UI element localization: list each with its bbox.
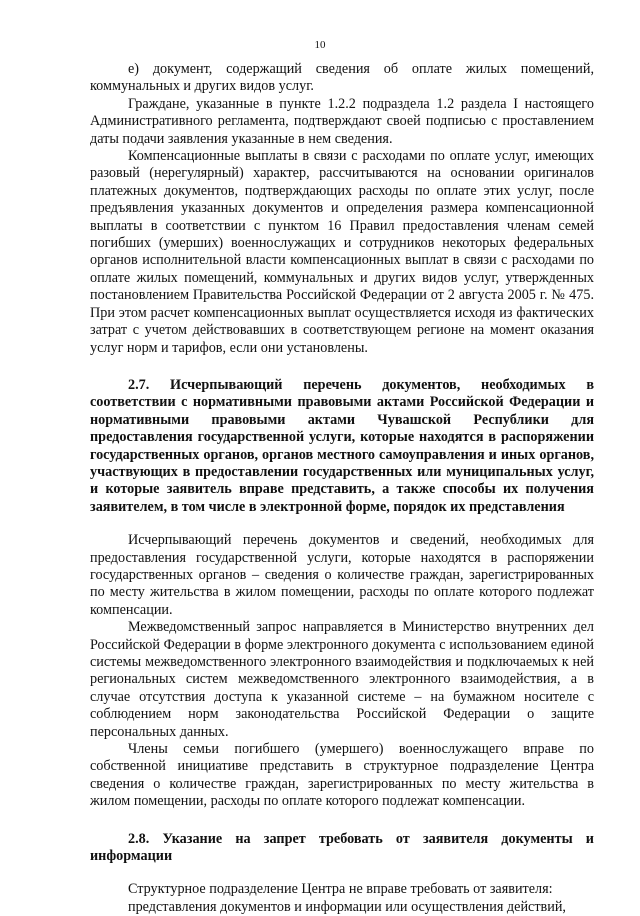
section-heading-2-7: 2.7. Исчерпывающий перечень документов, необходимых в соответствии с нормативными правовыми актами Российской Федерации и нормативными правовыми актами Чувашской Республики для предоставления государственной услуги, которые находятся в распоряжении государственных органов, органов местного самоуправления и иных органов, участвующих в предоставлении государственных или муниципальных услуг, и которые заявитель вправе представить, а также способы их получения заявителем, в том числе в электронной форме, порядок их представления — [90, 376, 594, 515]
paragraph-item-e: е) документ, содержащий сведения об оплате жилых помещений, коммунальных и других видов услуг. — [90, 61, 594, 95]
paragraph-interagency-request: Межведомственный запрос направляется в Министерство внутренних дел Российской Федерации в форме электронного документа с использованием единой системы межведомственного электронного взаимодействия и подключаемых к ней региональных систем межведомственного электронного взаимодействия, а в случае отсутствия доступа к указанной системе – на бумажном носителе с соблюдением норм законодательства Российской Федерации о защите персональных данных. — [90, 619, 594, 740]
paragraph-submission-documents: представления документов и информации или осуществления действий, — [128, 898, 566, 915]
paragraph-center-not-entitled: Структурное подразделение Центра не вправе требовать от заявителя: — [128, 881, 553, 898]
document-body — [90, 61, 594, 916]
paragraph-compensation-payments: Компенсационные выплаты в связи с расходами по оплате услуг, имеющих разовый (нерегулярный) характер, рассчитываются на основании оригиналов платежных документов, подтверждающих расходы по оплате этих услуг, после предъявления указанных документов и определения размера компенсационной выплаты в соответствии с пунктом 16 Правил предоставления членам семей погибших (умерших) военнослужащих и сотрудников некоторых федеральных органов исполнительной власти компенсационных выплат в связи с расходами по оплате жилых помещений, коммунальных и других видов услуг, утвержденных постановлением Правительства Российской Федерации от 2 августа 2005 г. № 475. При этом расчет компенсационных выплат осуществляется исходя из фактических затрат с учетом действовавших в соответствующем регионе на момент оказания услуг норм и тарифов, если они установлены. — [90, 148, 594, 356]
paragraph-exhaustive-list: Исчерпывающий перечень документов и сведений, необходимых для предоставления государственной услуги, которые находятся в распоряжении государственных органов – сведения о количестве граждан, зарегистрированных по месту жительства в жилом помещении, расходы по оплате которого подлежат компенсации. — [90, 532, 594, 618]
page-number: 10 — [314, 39, 326, 51]
paragraph-family-members: Члены семьи погибшего (умершего) военнослужащего вправе по собственной инициативе представить в структурное подразделение Центра сведения о количестве граждан, зарегистрированных по месту жительства в жилом помещении, расходы по оплате которого подлежат компенсации. — [90, 741, 594, 810]
section-heading-2-8: 2.8. Указание на запрет требовать от заявителя документы и информации — [90, 830, 594, 865]
paragraph-citizens-confirm: Граждане, указанные в пункте 1.2.2 подраздела 1.2 раздела I настоящего Административного регламента, подтверждают своей подписью с проставлением даты подачи заявления указанные в нем сведения. — [90, 95, 594, 147]
